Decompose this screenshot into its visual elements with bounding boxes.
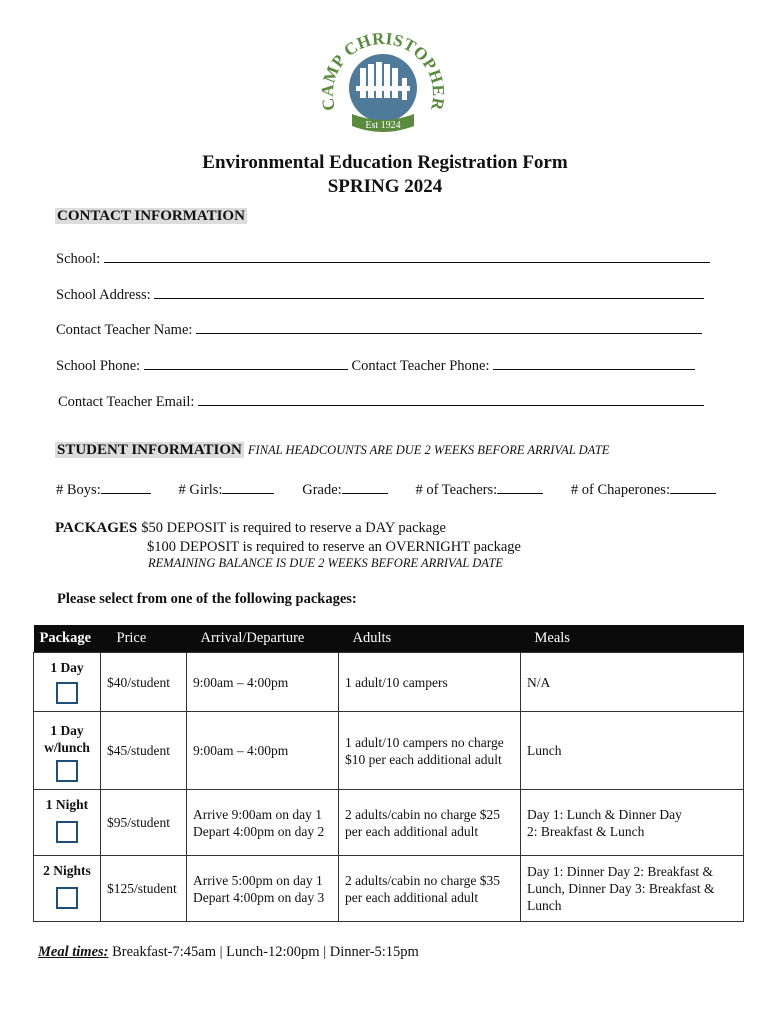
grade-field bbox=[302, 478, 387, 499]
package-name: 2 Nights bbox=[43, 863, 91, 878]
arrival-cell: Arrive 9:00am on day 1 Depart 4:00pm on day 2 bbox=[187, 790, 339, 856]
boys-input[interactable] bbox=[101, 478, 151, 494]
packages-section bbox=[55, 519, 446, 537]
package-name: 1 Night bbox=[45, 797, 89, 812]
package-cell bbox=[34, 856, 101, 922]
teachers-label: # of Teachers: bbox=[415, 482, 498, 498]
table-row bbox=[34, 790, 744, 856]
grade-input[interactable] bbox=[342, 478, 388, 494]
teacher-email-label: Contact Teacher Email: bbox=[58, 394, 195, 410]
adults-cell: 1 adult/10 campers no charge $10 per each additional adult bbox=[339, 712, 521, 790]
adults-cell: 2 adults/cabin no charge $35 per each additional adult bbox=[339, 856, 521, 922]
package-name: 1 Day w/lunch bbox=[44, 723, 90, 755]
headcount-note: FINAL HEADCOUNTS ARE DUE 2 WEEKS BEFORE ARRIVAL DATE bbox=[247, 443, 610, 457]
meals-cell: Day 1: Dinner Day 2: Breakfast & Lunch, Dinner Day 3: Breakfast & Lunch bbox=[521, 856, 744, 922]
student-counts bbox=[56, 478, 716, 499]
address-label: School Address: bbox=[56, 287, 151, 303]
teacher-name-field bbox=[56, 318, 702, 339]
address-input[interactable] bbox=[154, 283, 704, 299]
camp-christopher-logo bbox=[318, 22, 448, 138]
select-prompt: Please select from one of the following packages: bbox=[57, 591, 357, 607]
teacher-phone-input[interactable] bbox=[493, 354, 695, 370]
price-cell: $125/student bbox=[101, 856, 187, 922]
adults-cell: 1 adult/10 campers bbox=[339, 653, 521, 712]
school-input[interactable] bbox=[104, 247, 710, 263]
header-meals: Meals bbox=[521, 625, 744, 653]
package-checkbox[interactable] bbox=[56, 821, 78, 843]
logo-est-text: Est 1924 bbox=[365, 120, 401, 131]
package-cell bbox=[34, 790, 101, 856]
girls-label: # Girls: bbox=[178, 482, 223, 498]
deposit-day: $50 DEPOSIT is required to reserve a DAY package bbox=[141, 520, 446, 536]
header-adults: Adults bbox=[339, 625, 521, 653]
boys-field bbox=[56, 478, 151, 499]
teacher-phone-label: Contact Teacher Phone: bbox=[351, 358, 490, 374]
logo-arc-text: CAMP CHRISTOPHER bbox=[318, 28, 448, 113]
phone-fields bbox=[56, 354, 695, 375]
meals-cell: N/A bbox=[521, 653, 744, 712]
grade-label: Grade: bbox=[302, 482, 342, 498]
teachers-input[interactable] bbox=[497, 478, 543, 494]
arrival-cell: 9:00am – 4:00pm bbox=[187, 653, 339, 712]
package-cell bbox=[34, 653, 101, 712]
teacher-name-label: Contact Teacher Name: bbox=[56, 322, 193, 338]
meals-cell: Day 1: Lunch & Dinner Day 2: Breakfast & Lunch bbox=[521, 790, 744, 856]
table-row bbox=[34, 856, 744, 922]
arrival-cell: Arrive 5:00pm on day 1 Depart 4:00pm on day 3 bbox=[187, 856, 339, 922]
meals-cell: Lunch bbox=[521, 712, 744, 790]
package-cell bbox=[34, 712, 101, 790]
address-field bbox=[56, 283, 704, 304]
package-checkbox[interactable] bbox=[56, 760, 78, 782]
student-heading: STUDENT INFORMATION bbox=[57, 442, 242, 458]
girls-input[interactable] bbox=[222, 478, 274, 494]
school-phone-label: School Phone: bbox=[56, 358, 141, 374]
teacher-email-input[interactable] bbox=[198, 390, 704, 406]
contact-heading: CONTACT INFORMATION bbox=[57, 208, 245, 224]
balance-note: REMAINING BALANCE IS DUE 2 WEEKS BEFORE ARRIVAL DATE bbox=[148, 556, 504, 570]
meal-times bbox=[38, 944, 419, 961]
deposit-overnight: $100 DEPOSIT is required to reserve an OVERNIGHT package bbox=[147, 539, 521, 555]
student-section bbox=[55, 441, 609, 459]
school-label: School: bbox=[56, 251, 101, 267]
chaperones-label: # of Chaperones: bbox=[570, 482, 670, 498]
teacher-email-field bbox=[58, 390, 704, 411]
packages-table bbox=[33, 625, 744, 922]
meal-times-label: Meal times: bbox=[38, 944, 109, 960]
contact-section bbox=[55, 207, 247, 225]
form-title: Environmental Education Registration Form bbox=[202, 152, 568, 173]
price-cell: $40/student bbox=[101, 653, 187, 712]
table-row bbox=[34, 712, 744, 790]
price-cell: $95/student bbox=[101, 790, 187, 856]
table-header-row bbox=[34, 625, 744, 653]
header-package: Package bbox=[34, 625, 101, 653]
chaperones-field bbox=[571, 478, 716, 499]
teacher-name-input[interactable] bbox=[196, 318, 702, 334]
header-arrival: Arrival/Departure bbox=[187, 625, 339, 653]
boys-label: # Boys: bbox=[56, 482, 101, 498]
teachers-field bbox=[415, 478, 543, 499]
school-field bbox=[56, 247, 710, 268]
packages-heading: PACKAGES bbox=[55, 520, 138, 536]
girls-field bbox=[179, 478, 275, 499]
package-name: 1 Day bbox=[50, 660, 84, 675]
table-row bbox=[34, 653, 744, 712]
header-price: Price bbox=[101, 625, 187, 653]
package-checkbox[interactable] bbox=[56, 682, 78, 704]
adults-cell: 2 adults/cabin no charge $25 per each additional adult bbox=[339, 790, 521, 856]
arrival-cell: 9:00am – 4:00pm bbox=[187, 712, 339, 790]
form-subtitle: SPRING 2024 bbox=[327, 176, 443, 197]
chaperones-input[interactable] bbox=[670, 478, 716, 494]
price-cell: $45/student bbox=[101, 712, 187, 790]
meal-times-text: Breakfast-7:45am | Lunch-12:00pm | Dinner-5:15pm bbox=[112, 944, 419, 960]
school-phone-input[interactable] bbox=[144, 354, 348, 370]
package-checkbox[interactable] bbox=[56, 887, 78, 909]
